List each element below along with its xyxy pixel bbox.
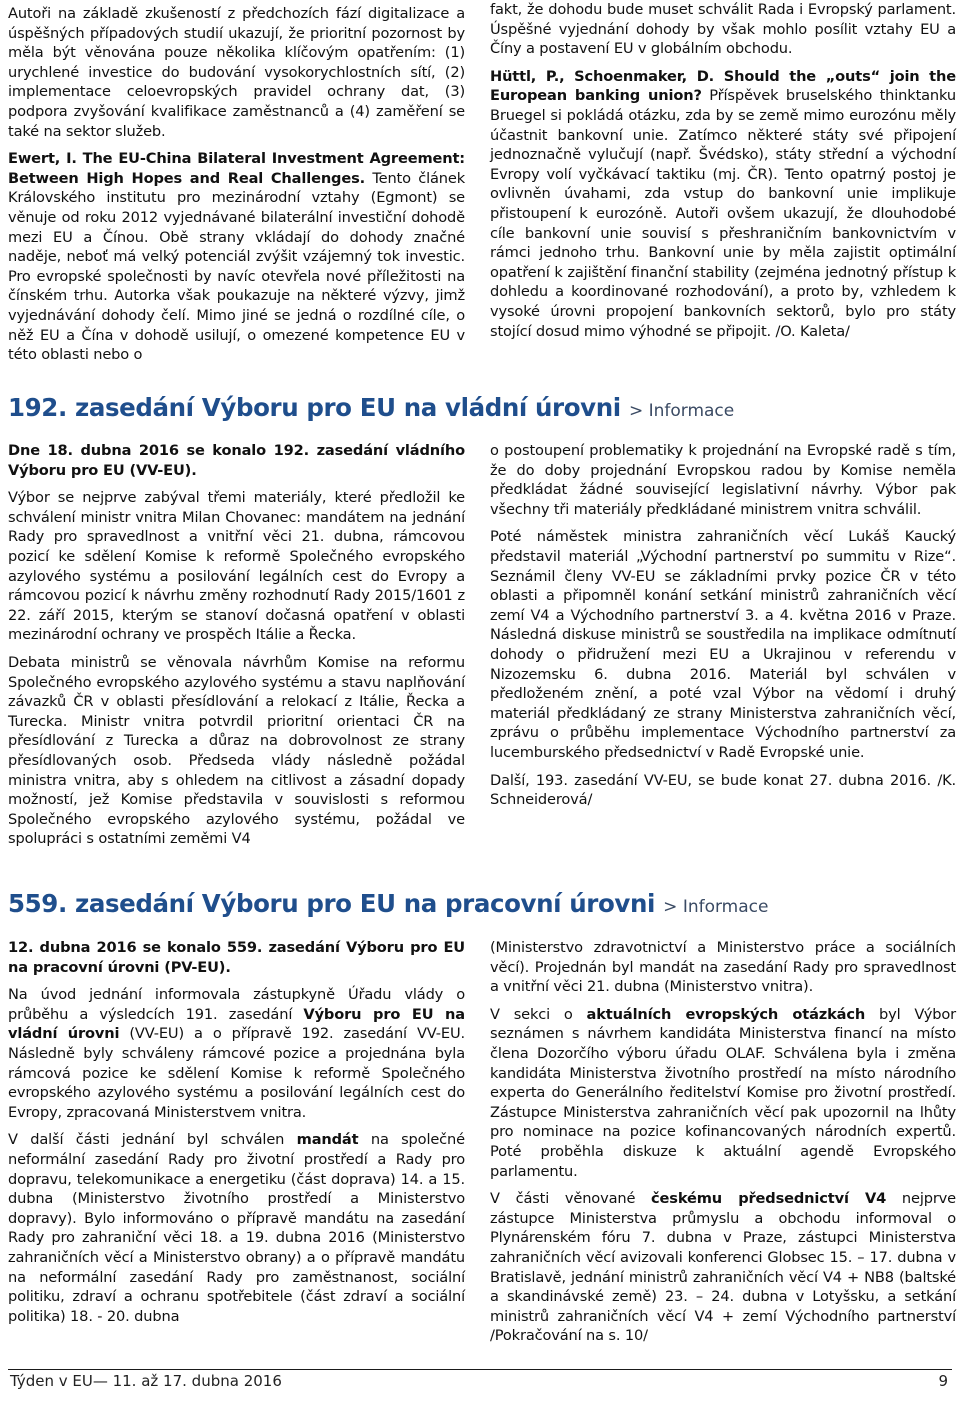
paragraph: Ewert, I. The EU-China Bilateral Investment Agreement: Between High Hopes and Real Challenges. Tento článek Královského institutu pro mezinárodní vztahy (Egmont) se věnuje od roku 2012 vyjednávané bilaterální investiční dohodě mezi EU a Čínou. Obě strany vkládají do dohody značné naděje, neboť má velký potenciál zvýšit vzájemný tok investic. Pro evropské společnosti by navíc otevřela nové příležitosti na čínském trhu. Autorka však poukazuje na některé výzvy, jimž vyjednávání dohody čelí. Mimo jiné se jedná o rozdílné cíle, o něž EU a Čína v dohodě usilují, o omezené kompetence EU v této oblasti nebo o bbox=[8, 150, 465, 364]
paragraph: 12. dubna 2016 se konalo 559. zasedání Výboru pro EU na pracovní úrovni (PV-EU). bbox=[8, 939, 465, 976]
page-footer bbox=[10, 1372, 950, 1390]
section3-right-column bbox=[490, 938, 956, 1346]
footer-divider bbox=[8, 1369, 952, 1370]
section1-left-column bbox=[8, 4, 465, 365]
heading-category: > Informace bbox=[663, 897, 769, 917]
paragraph: V části věnované českému předsednictví V4 nejprve zástupce Ministerstva průmyslu a obchodu informoval o Plynárenském fóru 7. dubna v Praze, zástupci Ministerstva zahraničních věcí avizovali konferenci Globsec 15. – 17. dubna v Bratislavě, jednání ministrů zahraničních věcí V4 + NB8 (baltské a skandinávské země) 23. – 24. dubna v Lotyšsku, a setkání ministrů zahraničních věcí V4 + zemí Východního partnerství /Pokračování na s. 10/ bbox=[490, 1190, 957, 1345]
paragraph: Na úvod jednání informovala zástupkyně Úřadu vlády o průběhu a výsledcích 191. zasedání Výboru pro EU na vládní úrovni (VV-EU) a o přípravě 192. zasedání VV-EU. Následně byly schváleny rámcové pozice a projednána byla rámcová pozice ke sdělení Komise k reformě Společného evropského azylového systému a posilování legálních cest do Evropy, zpracovaná Ministerstvem vnitra. bbox=[8, 986, 465, 1121]
paragraph: (Ministerstvo zdravotnictví a Ministerstvo práce a sociálních věcí). Projednán byl mandát na zasedání Rady pro spravedlnost a vnitřní věci 21. dubna (Ministerstvo vnitra). bbox=[490, 939, 956, 996]
paragraph: Další, 193. zasedání VV-EU, se bude konat 27. dubna 2016. /K. Schneiderová/ bbox=[490, 771, 956, 809]
paragraph: V další části jednání byl schválen mandát na společné neformální zasedání Rady pro životní prostředí a Rady pro dopravu, telekomunikace a energetiku (část doprava) 14. a 15. dubna (Ministerstvo životního prostředí a Ministerstvo dopravy). Bylo informováno o přípravě mandátu na zasedání Rady pro zahraniční věci 18. a 19. dubna 2016 (Ministerstvo zahraničních věcí a Ministerstvo obrany) a o přípravě mandátu na neformální zasedání Rady pro zaměstnanost, sociální politiku, zdraví a ochranu spotřebitele (část zdraví a sociální politika) 18. - 20. dubna bbox=[8, 1131, 465, 1325]
paragraph: Poté náměstek ministra zahraničních věcí Lukáš Kaucký představil materiál „Východní partnerství po summitu v Rize“. Seznámil členy VV-EU se základními prvky pozice ČR v této oblasti a připomněl konání setkání ministrů zahraničních věcí zemí V4 a Východního partnerství 3. a 4. května 2016 v Praze. Následná diskuse ministrů se soustředila na implikace odmítnutí dohody o přidružení mezi EU a Ukrajinou v referendu v Nizozemsku 6. dubna 2016. Materiál byl schválen v předloženém znění, a poté vzal Výbor na vědomí i druhý materiál předkládaný ze strany Ministerstva zahraničních věcí, zprávu o průběhu implementace Východního partnerství za lucemburského předsednictví v Radě Evropské unie. bbox=[490, 528, 956, 761]
section2-left-column bbox=[8, 441, 465, 849]
footer-publication: Týden v EU— 11. až 17. dubna 2016 bbox=[10, 1372, 282, 1390]
paragraph: Výbor se nejprve zabýval třemi materiály, které předložil ke schválení ministr vnitra Milan Chovanec: mandátem na jednání Rady pro spravedlnost a vnitřní věci 21. dubna, rámcovou pozicí ke sdělení Komise k reformě Společného evropského azylového systému a posilování legálních cest do Evropy a rámcovou pozicí k návrhu změny rozhodnutí Rady 2015/1601 z 22. září 2015, kterým se stanoví dočasná opatření v oblasti mezinárodní ochrany ve prospěch Itálie a Řecka. bbox=[8, 489, 465, 644]
paragraph: fakt, že dohodu bude muset schválit Rada i Evropský parlament. Úspěšné vyjednání dohody by však mohlo posílit vztahy EU a Číny a postavení EU v globálním obchodu. bbox=[490, 1, 956, 58]
publication-title: Hüttl, P., Schoenmaker, D. Should the „outs“ join the European banking union? bbox=[490, 67, 956, 105]
section3-left-column bbox=[8, 938, 465, 1326]
paragraph: V sekci o aktuálních evropských otázkách byl Výbor seznámen s návrhem kandidáta Ministerstva financí na místo člena Dozorčího výboru úřadu OLAF. Schválena byla i změna kandidáta Ministerstva životního prostředí na místo národního experta do Generálního ředitelství Komise pro životní prostředí. Zástupce Ministerstva zahraničních věcí pak upozornil na lhůty pro nominace na pozice kofinancovaných národních expertů. Poté proběhla diskuze k aktuální agendě Evropského parlamentu. bbox=[490, 1005, 956, 1180]
heading-category: > Informace bbox=[628, 401, 735, 421]
paragraph: o postoupení problematiky k projednání na Evropské radě s tím, že do doby projednání Evropskou radou by Komise neměla předkládat žádné související legislativní návrhy. Výbor pak všechny tři materiály předkládané ministrem vnitra schválil. bbox=[490, 442, 956, 518]
section2-right-column bbox=[490, 441, 956, 810]
publication-title: Ewert, I. The EU-China Bilateral Investment Agreement: Between High Hopes and Real Challenges. bbox=[8, 150, 465, 187]
paragraph: Hüttl, P., Schoenmaker, D. Should the „outs“ join the European banking union? Příspěvek bruselského thinktanku Bruegel si pokládá otázku, zda by se země mimo eurozónu měly účastnit bankovní unie. Zatímco některé státy své připojení jednoznačně vylučují (např. Švédsko), státy střední a východní Evropy volí vyčkávací taktiku (mj. ČR). Tento opatrný postoj je ovlivněn úvahami, zda vstup do bankovní unie implikuje přistoupení k eurozóně. Autoři ovšem ukazují, že dlouhodobé cíle bankovní unie souvisí s přeshraničním bankovnictvím v rámci jednoho trhu. Bankovní unie by měla zajistit optimální opatření k zajištění finanční stability (zejména jednotný přístup k dohledu a koordinované rozhodování), a proto by, vzhledem k vysoké úrovni propojení bankovních sektorů, bylo pro státy stojící dosud mimo výhodné se připojit. /O. Kaleta/ bbox=[490, 67, 956, 340]
paragraph: Dne 18. dubna 2016 se konalo 192. zasedání vládního Výboru pro EU (VV-EU). bbox=[8, 442, 465, 479]
paragraph: Autoři na základě zkušeností z předchozích fází digitalizace a úspěšných případových studií ukazují, že prioritní pozornost by měla být věnována pouze několika klíčovým opatřením: (1) urychlené investice do budování vysokorychlostních sítí, (2) implementace celoevropských pravidel ochrany dat, (3) podpora zvyšování kvalifikace zaměstnanců a (4) zaměření se také na sektor služeb. bbox=[8, 5, 465, 140]
paragraph: Debata ministrů se věnovala návrhům Komise na reformu Společného evropského azylového systému a stavu naplňování závazků ČR v oblasti přesídlování a relokací z Itálie, Řecka a Turecka. Ministr vnitra potvrdil prioritní orientaci ČR na přesídlování z Turecka a důraz na dobrovolnost ze strany přesídlovaných osob. Předseda vlády následně požádal ministra vnitra, aby s ohledem na citlivost a zásadní dopady možností, jež Komise představila v souvislosti s reformou Společného evropského azylového systému, požádal ve spolupráci s ostatními zeměmi V4 bbox=[8, 653, 465, 848]
section1-right-column bbox=[490, 0, 956, 341]
section-heading-pv-eu: 559. zasedání Výboru pro EU na pracovní úrovni > Informace bbox=[8, 889, 769, 918]
page-number: 9 bbox=[938, 1372, 948, 1390]
section-heading-vv-eu: 192. zasedání Výboru pro EU na vládní úrovni > Informace bbox=[8, 393, 735, 422]
